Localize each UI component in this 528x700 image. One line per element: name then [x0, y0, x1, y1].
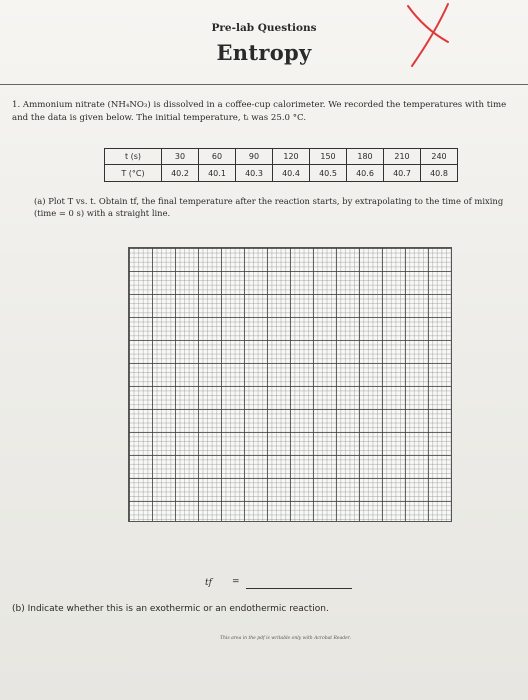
temperature-cell: 40.6: [347, 165, 384, 182]
temperature-cell: 40.4: [273, 165, 310, 182]
time-cell: 150: [310, 149, 347, 165]
temperature-cell: 40.8: [421, 165, 458, 182]
question-1-text: 1. Ammonium nitrate (NH₄NO₃) is dissolved in a coffee-cup calorimeter. We recorded the temperatures with time and the data is given below. The initial temperature, tᵢ was 25.0 °C.: [12, 100, 507, 123]
time-cell: 60: [199, 149, 236, 165]
graph-paper-grid[interactable]: [128, 247, 452, 522]
time-row: [105, 149, 458, 165]
time-cell: 210: [384, 149, 421, 165]
tf-equals-sign: =: [232, 577, 240, 587]
temperature-data-table: [104, 148, 458, 182]
part-b-text: (b) Indicate whether this is an exothermic or an endothermic reaction.: [12, 604, 329, 614]
temperature-cell: 40.2: [162, 165, 199, 182]
temperature-cell: 40.5: [310, 165, 347, 182]
time-cell: 30: [162, 149, 199, 165]
page-title: Entropy: [216, 40, 312, 65]
temperature-cell: 40.1: [199, 165, 236, 182]
time-cell: 240: [421, 149, 458, 165]
time-cell: 180: [347, 149, 384, 165]
tf-answer-label: tf: [205, 578, 212, 588]
acrobat-footer-note: This area in the pdf is writable only with Acrobat Reader.: [220, 636, 351, 641]
part-a-text: (a) Plot T vs. t. Obtain tf, the final temperature after the reaction starts, by extrapolating to the time of mixing (time = 0 s) with a straight line.: [34, 196, 504, 218]
temperature-cell: 40.3: [236, 165, 273, 182]
time-cell: 90: [236, 149, 273, 165]
temperature-row-header: T (°C): [105, 165, 162, 182]
header-divider: [0, 84, 528, 85]
temperature-row: [105, 165, 458, 182]
page-subtitle: Pre-lab Questions: [211, 22, 317, 34]
temperature-cell: 40.7: [384, 165, 421, 182]
time-row-header: t (s): [105, 149, 162, 165]
tf-answer-field[interactable]: [246, 588, 352, 589]
time-cell: 120: [273, 149, 310, 165]
